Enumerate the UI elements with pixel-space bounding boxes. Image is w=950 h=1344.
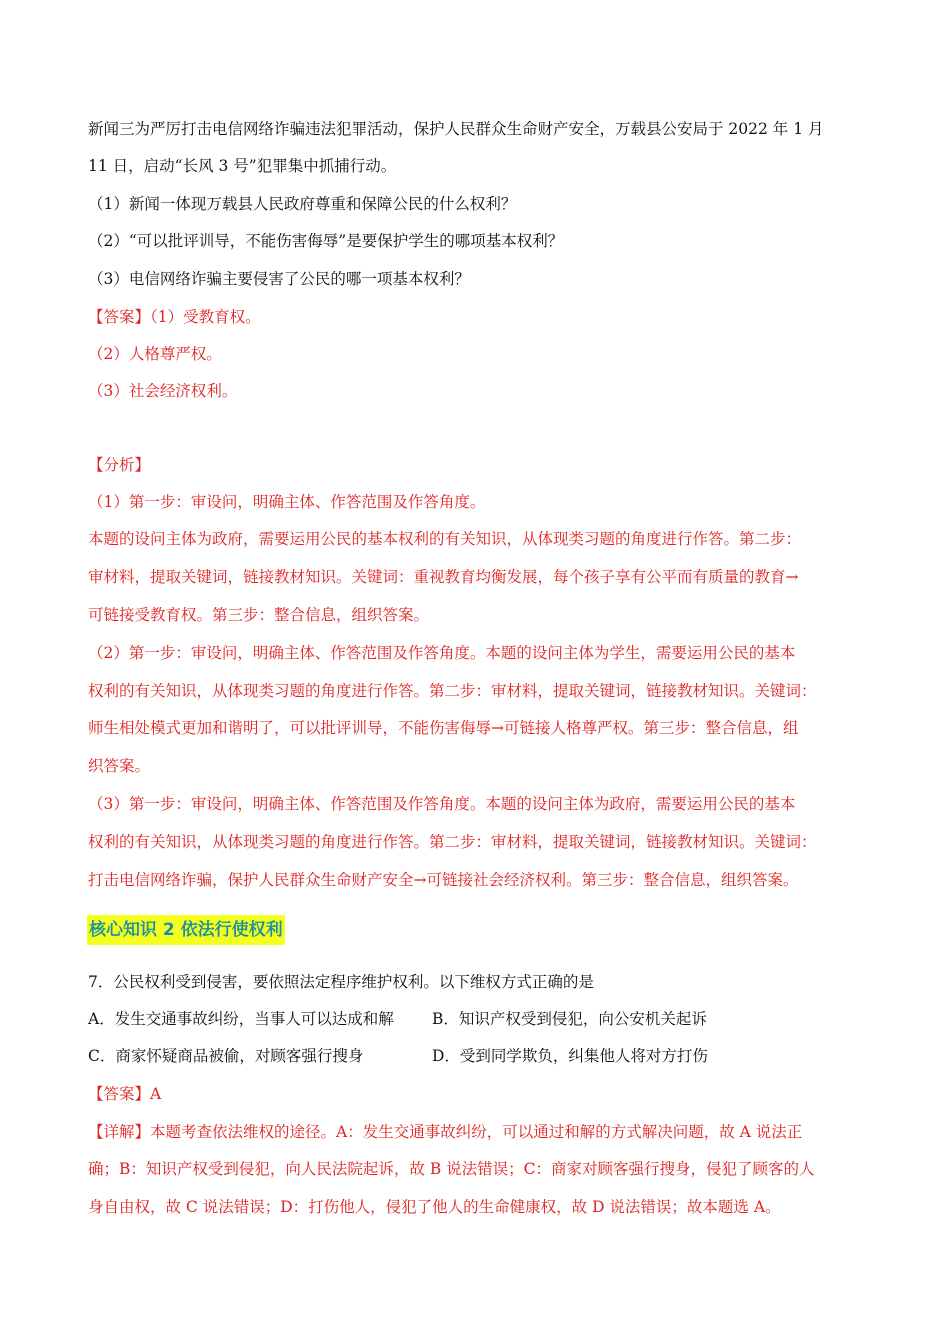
option-c: C．商家怀疑商品被偷，对顾客强行搜身: [88, 1047, 364, 1065]
analysis-p1-line4: 可链接受教育权。第三步：整合信息，组织答案。: [88, 606, 430, 624]
analysis-p2-line3: 师生相处模式更加和谐明了，可以批评训导，不能伤害侮辱→可链接人格尊严权。第三步：整合信息，组: [88, 719, 799, 737]
analysis-p3-line1: （3）第一步：审设问，明确主体、作答范围及作答角度。本题的设问主体为政府，需要运用公民的基本: [88, 795, 796, 813]
news3-line1: 新闻三为严厉打击电信网络诈骗违法犯罪活动，保护人民群众生命财产安全，万载县公安局于 2022 年 1 月: [88, 120, 824, 138]
question-7-stem: 7．公民权利受到侵害，要依照法定程序维护权利。以下维权方式正确的是: [88, 973, 594, 991]
analysis-p1-line3: 审材料，提取关键词，链接教材知识。关键词：重视教育均衡发展，每个孩子享有公平而有质量的教育→: [88, 568, 799, 586]
question-7-detail-line1: 【详解】本题考查依法维权的途径。A：发生交通事故纠纷，可以通过和解的方式解决问题，故 A 说法正: [88, 1123, 803, 1141]
question-3: （3）电信网络诈骗主要侵害了公民的哪一项基本权利？: [88, 270, 470, 288]
option-a: A．发生交通事故纠纷，当事人可以达成和解: [88, 1010, 394, 1028]
answer-2: （2）人格尊严权。: [88, 345, 222, 363]
option-d: D．受到同学欺负，纠集他人将对方打伤: [432, 1047, 708, 1065]
answer-3: （3）社会经济权利。: [88, 382, 238, 400]
option-b: B．知识产权受到侵犯，向公安机关起诉: [432, 1010, 707, 1028]
analysis-p1-line1: （1）第一步：审设问，明确主体、作答范围及作答角度。: [88, 493, 486, 511]
question-7-detail-line3: 身自由权，故 C 说法错误；D：打伤他人，侵犯了他人的生命健康权，故 D 说法错误；故本题选 A。: [88, 1198, 781, 1216]
analysis-p3-line3: 打击电信网络诈骗，保护人民群众生命财产安全→可链接社会经济权利。第三步：整合信息，组织答案。: [88, 871, 799, 889]
analysis-title: 【分析】: [88, 456, 151, 474]
analysis-p2-line2: 权利的有关知识，从体现类习题的角度进行作答。第二步：审材料，提取关键词，链接教材知识。关键词：: [88, 682, 817, 700]
section-header: 核心知识 2 依法行使权利: [87, 915, 285, 945]
analysis-p2-line4: 织答案。: [88, 757, 151, 775]
question-7-answer: 【答案】A: [88, 1085, 162, 1103]
news3-line2: 11 日，启动“长风 3 号”犯罪集中抓捕行动。: [88, 157, 397, 175]
analysis-p2-line1: （2）第一步：审设问，明确主体、作答范围及作答角度。本题的设问主体为学生，需要运用公民的基本: [88, 644, 796, 662]
analysis-p1-line2: 本题的设问主体为政府，需要运用公民的基本权利的有关知识，从体现类习题的角度进行作答。第二步：: [88, 530, 802, 548]
analysis-p3-line2: 权利的有关知识，从体现类习题的角度进行作答。第二步：审材料，提取关键词，链接教材知识。关键词：: [88, 833, 817, 851]
question-1: （1）新闻一体现万载县人民政府尊重和保障公民的什么权利？: [88, 195, 517, 213]
question-7-detail-line2: 确；B：知识产权受到侵犯，向人民法院起诉，故 B 说法错误；C：商家对顾客强行搜身，侵犯了顾客的人: [88, 1160, 815, 1178]
answer-1: 【答案】（1）受教育权。: [88, 308, 261, 326]
question-2: （2）“可以批评训导，不能伤害侮辱”是要保护学生的哪项基本权利？: [88, 232, 564, 250]
